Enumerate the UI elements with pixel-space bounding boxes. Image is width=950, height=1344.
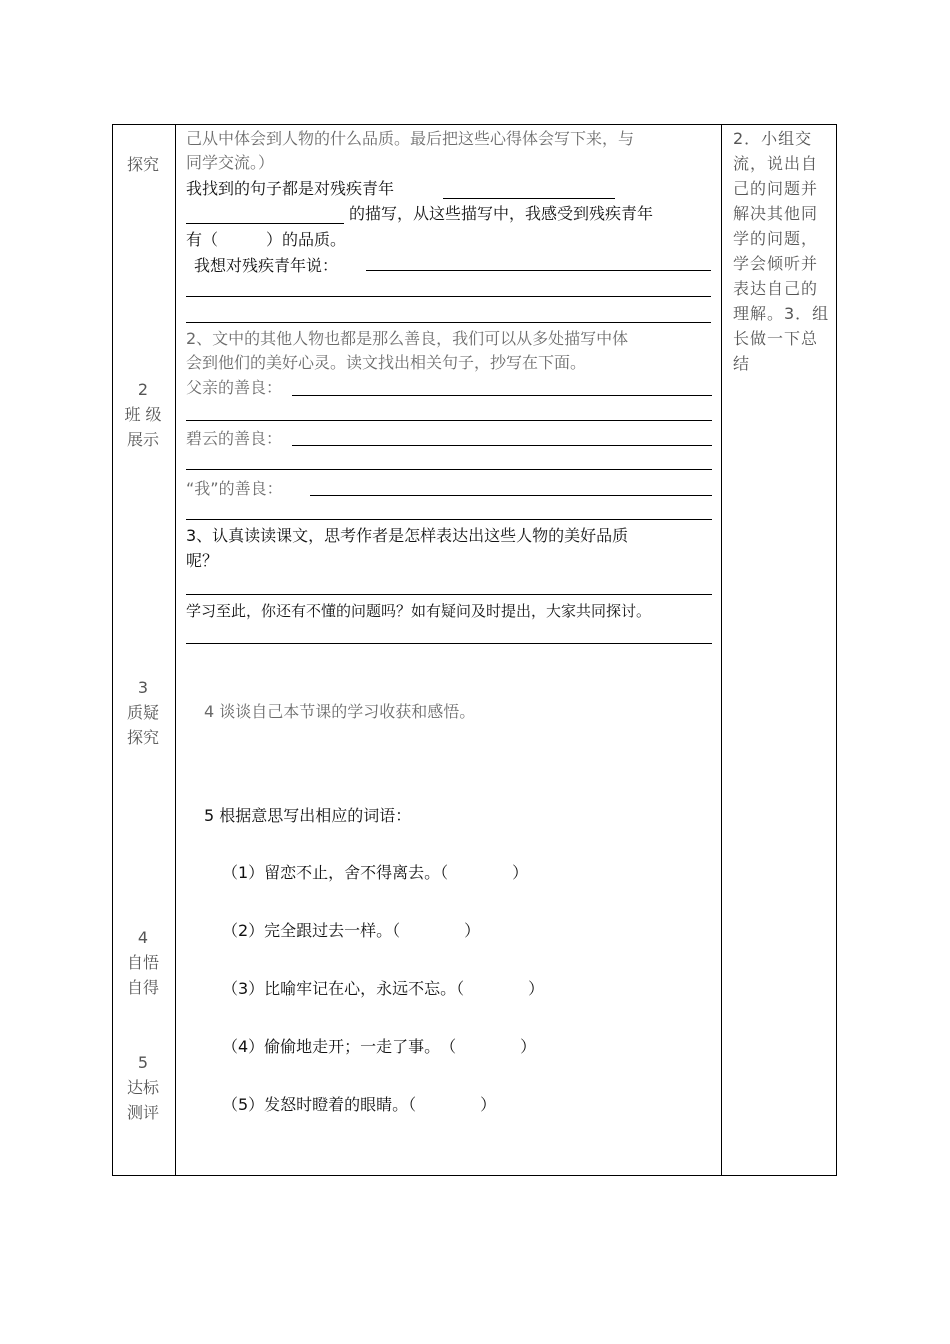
stage-4	[112, 925, 174, 1000]
answer-line[interactable]	[366, 270, 711, 271]
stage-label: 展示	[126, 430, 159, 449]
stage-label: 质疑	[126, 703, 159, 722]
q2-biyun-label: 碧云的善良：	[186, 429, 283, 448]
answer-line[interactable]	[292, 395, 712, 396]
stage-5	[112, 1050, 174, 1125]
answer-line[interactable]	[292, 445, 712, 446]
answer-line[interactable]	[186, 594, 712, 595]
q2-me-label: “我”的善良：	[186, 479, 283, 498]
stage-label: 班 级	[124, 405, 162, 424]
answer-line[interactable]	[443, 198, 615, 199]
fill1-text-d: 我想对残疾青年说：	[194, 256, 339, 275]
q5-title: 5 根据意思写出相应的词语：	[204, 806, 412, 825]
answer-line[interactable]	[186, 420, 712, 421]
intro-line-1: 己从中体会到人物的什么品质。最后把这些心得体会写下来，与	[186, 129, 635, 148]
q2-line-2: 会到他们的美好心灵。读文找出相关句子，抄写在下面。	[186, 353, 587, 372]
stage-3	[112, 675, 174, 750]
answer-line[interactable]	[186, 223, 344, 224]
q2-line-1: 2、文中的其他人物也都是那么善良，我们可以从多处描写中体	[186, 329, 629, 348]
stage-label: 探究	[126, 728, 159, 747]
q5-item: （4）偷偷地走开；一走了事。 （ ）	[222, 1037, 537, 1056]
column-divider-right	[721, 125, 722, 1175]
answer-line[interactable]	[186, 519, 712, 520]
q2-father-label: 父亲的善良：	[186, 378, 283, 397]
stage-number: 2	[137, 380, 149, 399]
stage-number: 3	[137, 678, 149, 697]
stage-2	[112, 377, 174, 452]
lesson-table	[112, 124, 837, 1176]
right-column-notes: 2．小组交流，说出自己的问题并解决其他同学的问题，学会倾听并表达自己的理解。3．组长做一下总结	[733, 129, 830, 373]
q3-line-1: 3、认真读读课文，思考作者是怎样表达出这些人物的美好品质	[186, 526, 629, 545]
answer-line[interactable]	[186, 296, 711, 297]
stage-number: 4	[137, 928, 149, 947]
answer-line[interactable]	[310, 495, 712, 496]
answer-line[interactable]	[186, 643, 712, 644]
q4-prompt: 4 谈谈自己本节课的学习收获和感悟。	[204, 702, 476, 721]
stage-label: 探究	[126, 155, 159, 174]
q5-item: （5）发怒时瞪着的眼睛。（ ）	[222, 1095, 497, 1114]
stage-number: 5	[137, 1053, 149, 1072]
fill1-text-b: 的描写，从这些描写中，我感受到残疾青年	[349, 204, 654, 223]
stage-label: 自得	[126, 978, 159, 997]
stage-label: 自悟	[126, 953, 159, 972]
q5-item: （1）留恋不止，舍不得离去。（ ）	[222, 863, 529, 882]
fill1-text-c: 有（ ）的品质。	[186, 230, 347, 249]
q5-item: （3）比喻牢记在心，永远不忘。（ ）	[222, 979, 545, 998]
doubt-prompt: 学习至此，你还有不懂的问题吗？如有疑问及时提出，大家共同探讨。	[186, 602, 652, 620]
answer-line[interactable]	[186, 322, 711, 323]
intro-line-2: 同学交流。）	[186, 153, 275, 172]
fill1-text-a: 我找到的句子都是对残疾青年	[186, 179, 395, 198]
stage-label: 测评	[126, 1103, 159, 1122]
stage-tanjiu	[112, 152, 174, 177]
answer-line[interactable]	[186, 469, 712, 470]
q3-line-2: 呢？	[186, 551, 219, 570]
q5-item: （2）完全跟过去一样。（ ）	[222, 921, 481, 940]
stage-label: 达标	[126, 1078, 159, 1097]
column-divider-left	[175, 125, 176, 1175]
